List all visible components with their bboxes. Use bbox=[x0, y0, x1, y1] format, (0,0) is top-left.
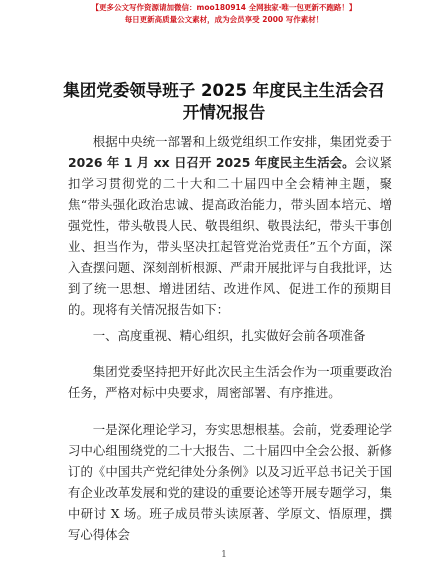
promo-line-1: 【更多公文写作资源请加微信：moo180914 全网独家·唯一包更新不跑路！】 bbox=[91, 3, 357, 12]
intro-text-pre: 根据中央统一部署和上级党组织工作安排，集团党委于 bbox=[92, 134, 392, 149]
intro-text-post: 会议紧扣学习贯彻党的二十大和二十届四中全会精神主题，聚焦“带头强化政治忠诚、提高政治能力，带头固本培元、增强党性，带头敬畏人民、敬畏组织、敬畏法纪，带头干事创业、担当作为，带头坚决扛起管党治党责任”五个方面，深入查摆问题、深刻剖析根源、严肃开展批评与自我批评，达到了统一思想、增进团结、改进作风、促进工作的预期目的。现将有关情况报告如下： bbox=[68, 155, 393, 317]
intro-paragraph bbox=[68, 131, 392, 320]
section-1-paragraph-2: 一是深化理论学习，夯实思想根基。会前，党委理论学习中心组围绕党的二十大报告、二十届四中全会公报、新修订的《中国共产党纪律处分条例》以及习近平总书记关于国有企业改革发展和党的建设的重要论述等开展专题学习，集中研讨 X 场。班子成员带头读原著、学原文、悟原理，撰写心得体会 bbox=[68, 422, 392, 542]
section-1-heading: 一、高度重视、精心组织，扎实做好会前各项准备 bbox=[92, 328, 366, 343]
promo-banner bbox=[0, 0, 448, 26]
intro-text-bold: 2026 年 1 月 xx 日召开 2025 年度民主生活会。 bbox=[68, 155, 355, 170]
promo-line-2: 每日更新高质量公文素材，成为会员享受 2000 写作素材！ bbox=[124, 15, 324, 24]
page-number: 1 bbox=[221, 550, 227, 560]
document-title: 集团党委领导班子 2025 年度民主生活会召开情况报告 bbox=[63, 81, 385, 122]
section-1-paragraph-1: 集团党委坚持把开好此次民主生活会作为一项重要政治任务，严格对标中央要求，周密部署、有序推进。 bbox=[68, 364, 392, 400]
